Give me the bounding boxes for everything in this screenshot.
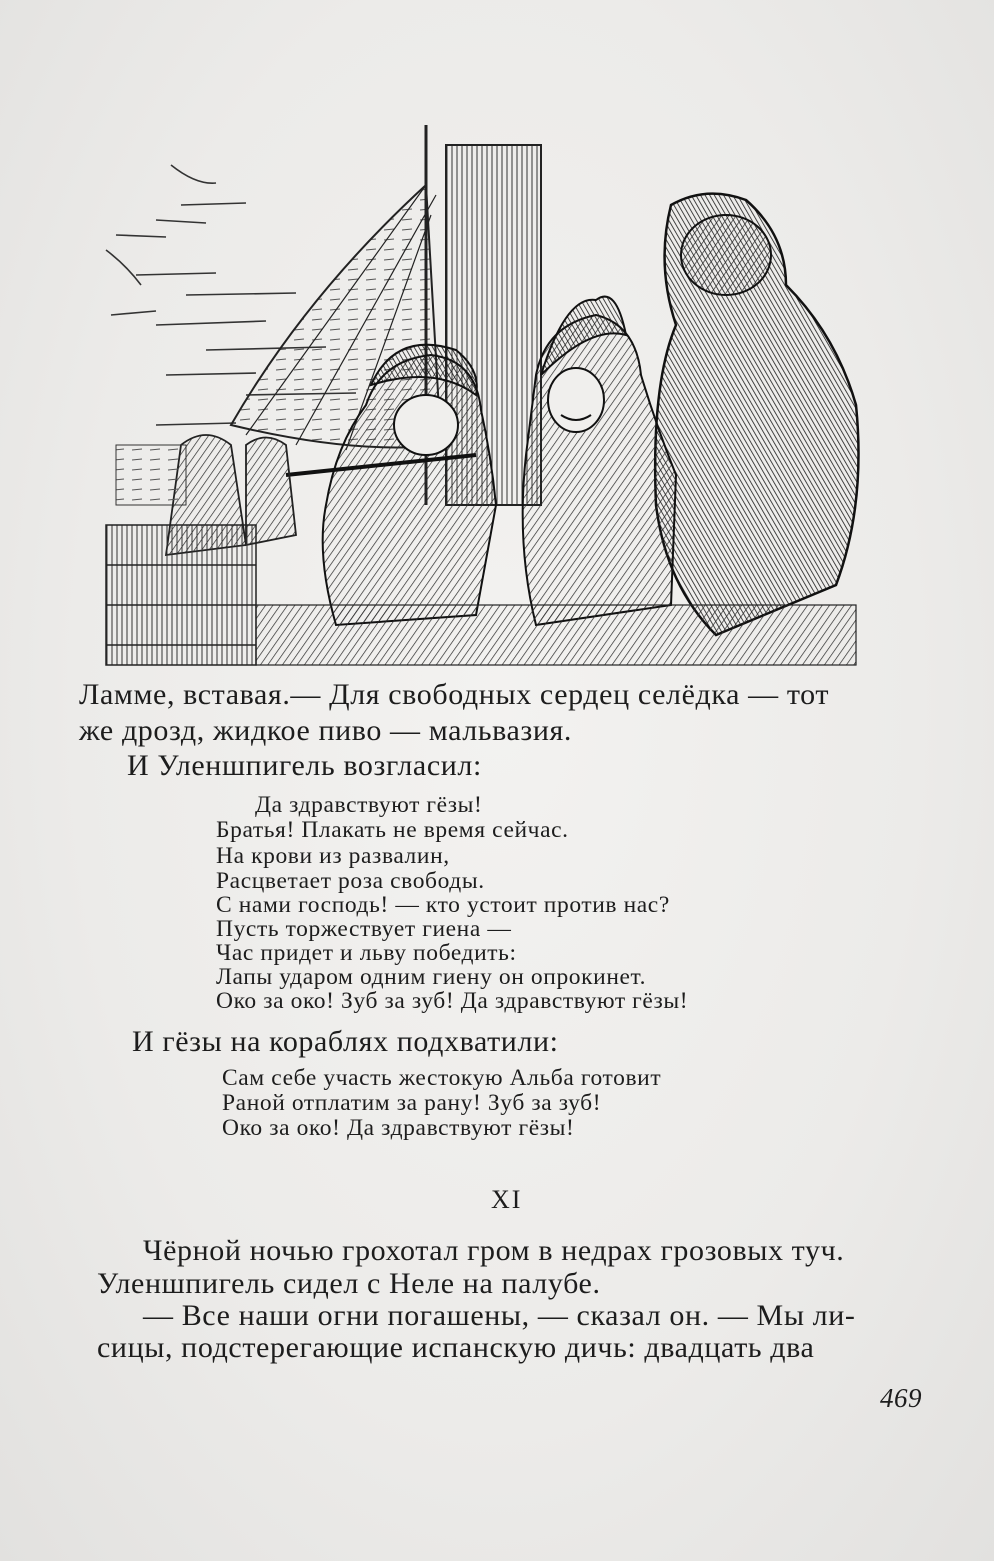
paragraph-line: сицы, подстерегающие испанскую дичь: двадцать два xyxy=(97,1331,815,1364)
verse-line: Око за око! Да здравствуют гёзы! xyxy=(222,1115,575,1141)
verse-line: Раной отплатим за рану! Зуб за зуб! xyxy=(222,1090,602,1116)
paragraph-line: же дрозд, жидкое пиво — мальвазия. xyxy=(79,714,573,747)
paragraph-line: Уленшпигель сидел с Неле на палубе. xyxy=(97,1267,601,1300)
verse-line: На крови из развалин, xyxy=(216,843,450,869)
deck-rail xyxy=(106,525,256,665)
page-number: 469 xyxy=(880,1383,922,1413)
verse-line: С нами господь! — кто устоит против нас? xyxy=(216,892,670,918)
paragraph-line: И гёзы на кораблях подхватили: xyxy=(132,1025,559,1058)
verse-line: Час придет и льву победить: xyxy=(216,940,517,966)
paragraph-line: Чёрной ночью грохотал гром в недрах грозовых туч. xyxy=(143,1234,845,1267)
chapter-heading: XI xyxy=(491,1185,523,1214)
verse-line: Сам себе участь жестокую Альба готовит xyxy=(222,1065,662,1091)
verse-line: Братья! Плакать не время сейчас. xyxy=(216,817,569,843)
paragraph-line: Ламме, вставая.— Для свободных сердец селёдка — тот xyxy=(79,678,830,711)
ship-deck-illustration xyxy=(96,125,866,673)
paragraph-line: И Уленшпигель возгласил: xyxy=(127,749,482,782)
verse-line: Да здравствуют гёзы! xyxy=(255,792,483,818)
verse-line: Лапы ударом одним гиену он опрокинет. xyxy=(216,964,647,990)
verse-line: Пусть торжествует гиена — xyxy=(216,916,512,942)
verse-line: Око за око! Зуб за зуб! Да здравствуют гёзы! xyxy=(216,988,689,1014)
paragraph-line: — Все наши огни погашены, — сказал он. — Мы ли- xyxy=(143,1299,856,1332)
verse-line: Расцветает роза свободы. xyxy=(216,868,485,894)
